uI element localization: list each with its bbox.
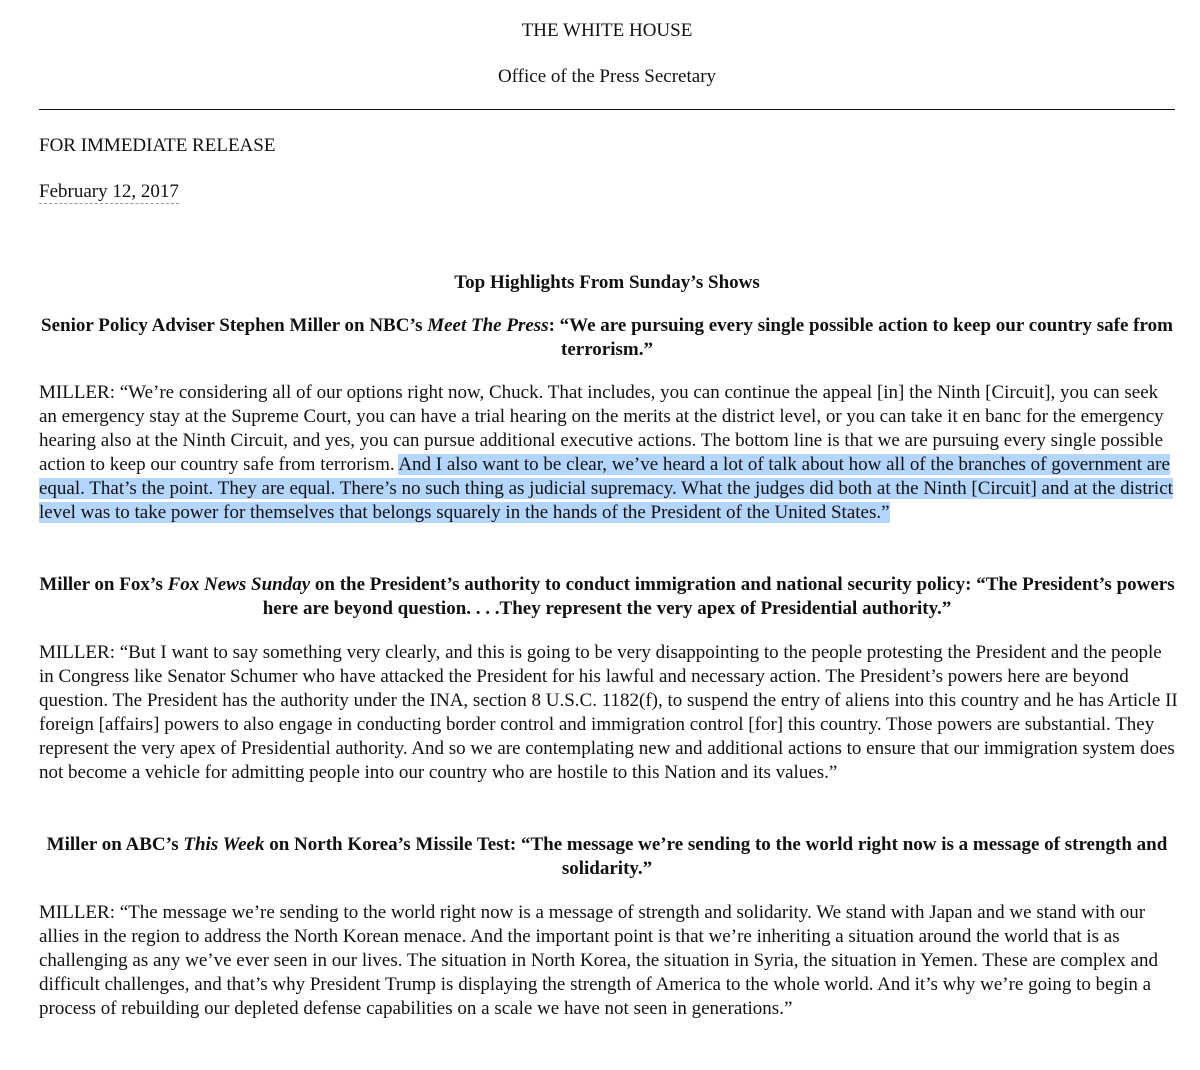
show-name: This Week	[183, 834, 265, 855]
quote-text: MILLER: “We’re considering all of our options right now, Chuck. That includes, you can continue the appeal [in] the Ninth [Circuit], you can seek an emergency stay at the Supreme Court, you can have a trial hearing on the merits at the district level, or you can take it en banc for the emergency hearing also at the Ninth Circuit, and yes, you can pursue additional executive actions. The bottom line is that we are pursuing every single possible action to keep our country safe from terrorism.	[39, 382, 1164, 475]
section-heading-pre: Senior Policy Adviser Stephen Miller on NBC’s	[41, 315, 428, 336]
quote-paragraph-fox[interactable]: MILLER: “But I want to say something very clearly, and this is going to be very disappointing to the people protesting the President and the people in Congress like Senator Schumer who have attacked the President for his lawful and necessary action. The President’s powers here are beyond question. The President has the authority under the INA, section 8 U.S.C. 1182(f), to suspend the entry of aliens into this country and he has Article II foreign [affairs] powers to also engage in conducting border control and immigration control [for] this country. Those powers are substantial. They represent the very apex of Presidential authority. And so we are contemplating new and additional actions to ensure that our immigration system does not become a vehicle for admitting people into our country who are hostile to this Nation and its values.”	[39, 642, 1178, 783]
quote-paragraph-abc[interactable]: MILLER: “The message we’re sending to the world right now is a message of strength and solidarity. We stand with Japan and we stand with our allies in the region to address the North Korean menace. And the important point is that we’re inheriting a situation around the world that is as challenging as any we’ve ever seen in our lives. The situation in North Korea, the situation in Syria, the situation in Yemen. These are complex and difficult challenges, and that’s why President Trump is displaying the strength of America to the whole world. And it’s why we’re going to begin a process of rebuilding our depleted defense capabilities on a scale we have not seen in generations.”	[39, 902, 1158, 1019]
section-heading-pre: Miller on ABC’s	[46, 834, 184, 855]
header-divider	[39, 109, 1175, 110]
organization-title: THE WHITE HOUSE	[521, 20, 693, 41]
section-heading-post: on North Korea’s Missile Test: “The message we’re sending to the world right now is a message of strength and solidarity.”	[264, 834, 1168, 879]
quote-paragraph-nbc[interactable]	[39, 381, 1179, 525]
section-heading-abc	[39, 833, 1175, 881]
show-name: Meet The Press	[427, 315, 549, 336]
section-heading-nbc	[39, 314, 1175, 362]
release-label: FOR IMMEDIATE RELEASE	[39, 135, 276, 156]
office-name: Office of the Press Secretary	[497, 66, 717, 87]
show-name: Fox News Sunday	[167, 574, 311, 595]
release-date	[39, 181, 179, 203]
main-heading: Top Highlights From Sunday’s Shows	[454, 272, 760, 293]
section-heading-post: on the President’s authority to conduct immigration and national security policy: “The President’s powers here are beyond question. . . .They represent the very apex of Presidential authority.”	[262, 574, 1175, 619]
section-heading-post: : “We are pursuing every single possible action to keep our country safe from terrorism.”	[548, 315, 1173, 360]
release-date-text: February 12, 2017	[39, 181, 179, 202]
section-heading-fox	[39, 573, 1175, 621]
section-heading-pre: Miller on Fox’s	[39, 574, 168, 595]
selected-text-highlight[interactable]: And I also want to be clear, we’ve heard a lot of talk about how all of the branches of government are equal. That’s the point. They are equal. There’s no such thing as judicial supremacy. What the judges did both at the Ninth [Circuit] and at the district level was to take power for themselves that belongs squarely in the hands of the President of the United States.”	[39, 454, 1173, 523]
